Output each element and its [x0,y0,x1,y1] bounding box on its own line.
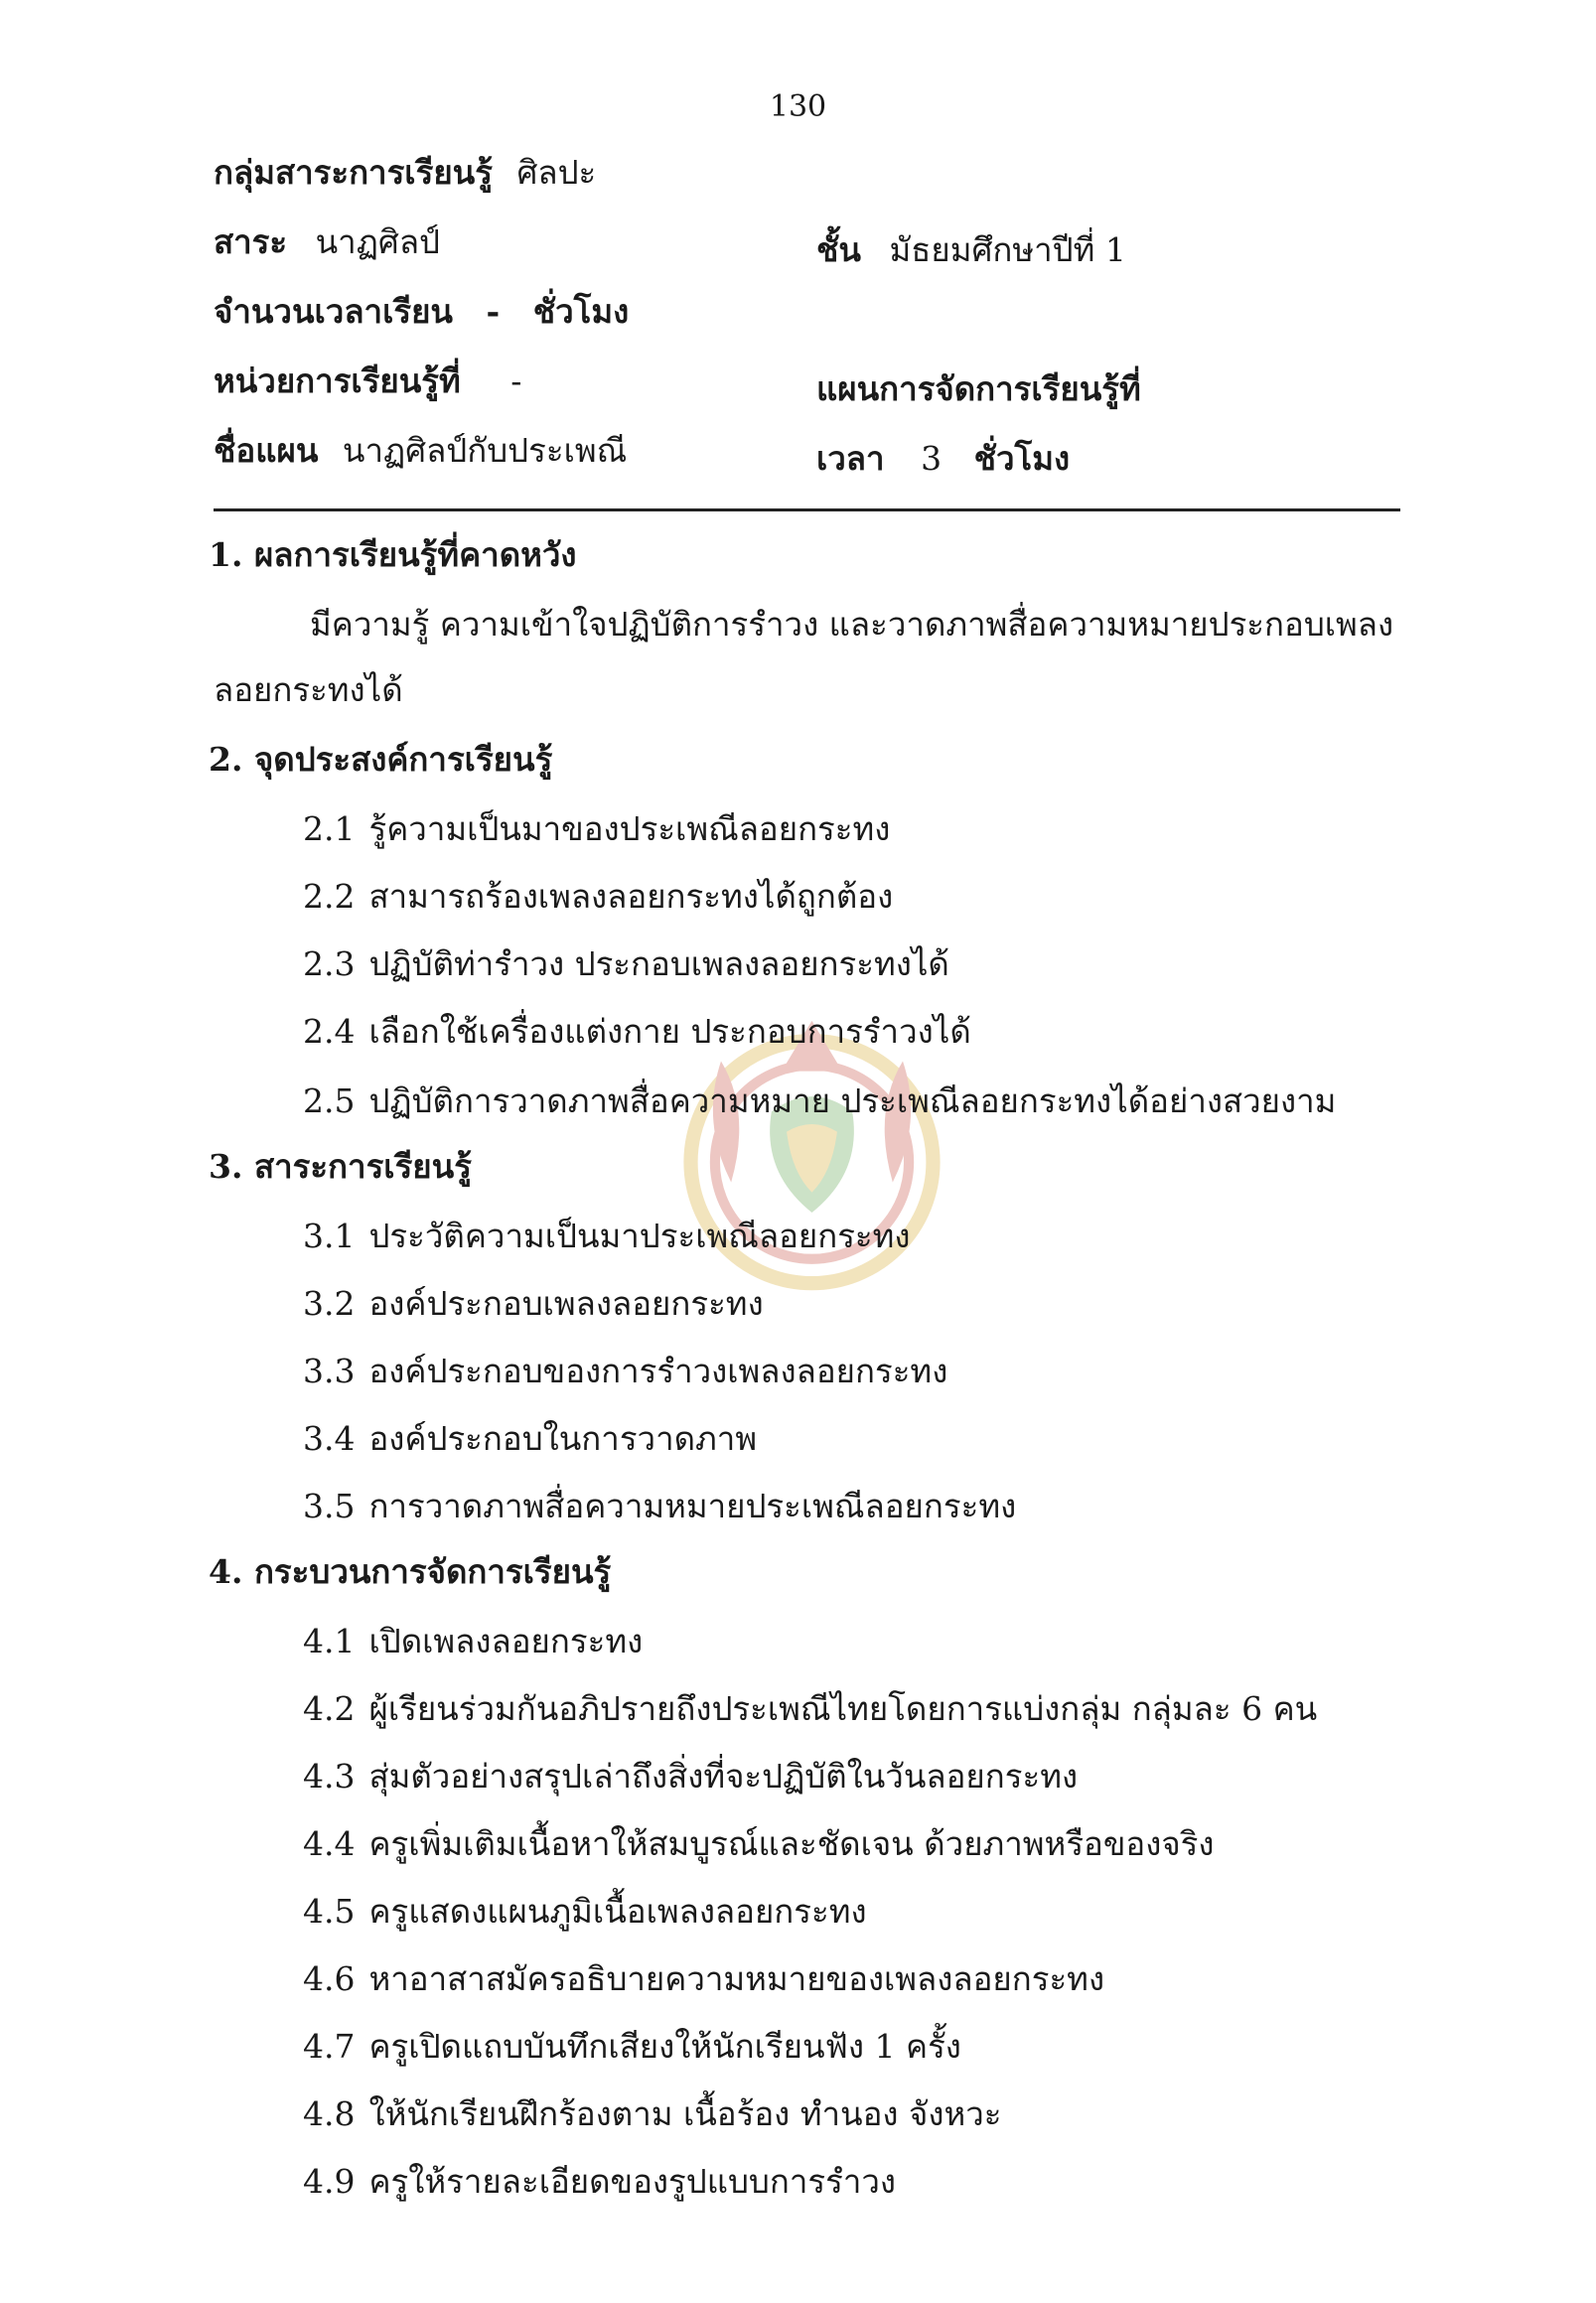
hours-unit: ชั่วโมง [532,292,630,331]
section-1-line1: มีความรู้ ความเข้าใจปฏิบัติการรำวง และวาดภาพสื่อความหมายประกอบเพลง [310,605,1394,644]
plan-name-value: นาฏศิลป์กับประเพณี [342,431,628,470]
item-number: 4.8 [303,2094,356,2133]
list-item [303,1277,764,1330]
subject-group-row [214,151,596,195]
item-text: ครูแสดงแผนภูมิเนื้อเพลงลอยกระทง [368,1892,867,1931]
item-number: 4.5 [303,1892,356,1931]
item-text: ปฏิบัติการวาดภาพสื่อความหมาย ประเพณีลอยกระทงได้อย่างสวยงาม [368,1081,1337,1120]
grade-row [816,228,1126,272]
page-number: 130 [769,89,827,124]
item-number: 2.2 [303,877,356,916]
item-number: 2.1 [303,809,356,848]
list-item [303,1005,971,1058]
item-text: องค์ประกอบเพลงลอยกระทง [368,1284,764,1323]
list-item [303,1682,1317,1735]
section-2-title: 2. จุดประสงค์การเรียนรู้ [209,740,553,779]
unit-row [214,360,521,403]
item-text: ครูให้รายละเอียดของรูปแบบการรำวง [368,2162,897,2201]
item-text: ผู้เรียนร่วมกันอภิปรายถึงประเพณีไทยโดยการแบ่งกลุ่ม กลุ่มละ 6 คน [368,1689,1318,1728]
item-text: องค์ประกอบของการรำวงเพลงลอยกระทง [368,1352,948,1390]
item-number: 3.5 [303,1487,356,1525]
list-item [303,1817,1215,1870]
time-row [816,437,1070,481]
list-item [303,802,890,855]
item-number: 3.3 [303,1352,356,1390]
strand-value: นาฏศิลป์ [315,222,440,261]
hours-row [214,290,629,334]
list-item [303,1412,757,1465]
item-text: เลือกใช้เครื่องแต่งกาย ประกอบการรำวงได้ [368,1012,971,1051]
item-text: สามารถร้องเพลงลอยกระทงได้ถูกต้อง [368,877,894,916]
subject-group-value: ศิลปะ [516,153,597,192]
plan-name-label: ชื่อแผน [214,431,319,470]
item-number: 4.4 [303,1824,356,1863]
plan-label: แผนการจัดการเรียนรู้ที่ [816,369,1141,408]
unit-value: - [510,361,522,400]
item-number: 4.7 [303,2027,356,2066]
time-unit: ชั่วโมง [973,439,1071,478]
section-4-title: 4. กระบวนการจัดการเรียนรู้ [209,1552,612,1591]
item-text: สุ่มตัวอย่างสรุปเล่าถึงสิ่งที่จะปฏิบัติในวันลอยกระทง [368,1757,1079,1796]
list-item [303,1480,1016,1532]
list-item [303,870,893,923]
list-item [303,2087,1002,2140]
unit-label: หน่วยการเรียนรู้ที่ [214,361,461,400]
item-text: องค์ประกอบในการวาดภาพ [368,1419,758,1458]
header-divider [214,508,1400,511]
time-value: 3 [921,439,943,478]
grade-value: มัธยมศึกษาปีที่ 1 [889,230,1126,269]
list-item [303,937,949,990]
list-item [303,1750,1078,1802]
item-text: ครูเปิดแถบบันทึกเสียงให้นักเรียนฟัง 1 ครั้ง [368,2027,961,2066]
item-number: 4.6 [303,1959,356,1998]
list-item [303,1345,947,1397]
list-item [303,1210,911,1262]
item-number: 4.2 [303,1689,356,1728]
item-text: หาอาสาสมัครอธิบายความหมายของเพลงลอยกระทง [368,1959,1105,1998]
item-number: 3.4 [303,1419,356,1458]
time-label: เวลา [816,439,885,478]
strand-row [214,220,440,264]
strand-label: สาระ [214,222,288,261]
item-number: 3.1 [303,1217,356,1255]
item-text: รู้ความเป็นมาของประเพณีลอยกระทง [368,809,891,848]
subject-group-label: กลุ่มสาระการเรียนรู้ [214,153,493,192]
item-number: 3.2 [303,1284,356,1323]
plan-name-row [214,429,627,473]
section-1-line2: ลอยกระทงได้ [214,670,403,709]
item-number: 2.4 [303,1012,356,1051]
section-3-title: 3. สาระการเรียนรู้ [209,1147,472,1186]
hours-label: จำนวนเวลาเรียน [214,292,453,331]
item-number: 4.1 [303,1622,356,1660]
list-item [303,1075,1336,1127]
item-number: 2.5 [303,1081,356,1120]
item-text: ปฏิบัติท่ารำวง ประกอบเพลงลอยกระทงได้ [368,944,949,983]
list-item [303,1885,867,1938]
grade-label: ชั้น [816,230,861,269]
item-number: 4.9 [303,2162,356,2201]
item-text: ให้นักเรียนฝึกร้องตาม เนื้อร้อง ทำนอง จังหวะ [368,2094,1002,2133]
list-item [303,1615,643,1667]
list-item [303,2155,896,2208]
item-number: 2.3 [303,944,356,983]
hours-dash: - [486,292,501,331]
item-number: 4.3 [303,1757,356,1796]
item-text: ประวัติความเป็นมาประเพณีลอยกระทง [368,1217,911,1255]
item-text: ครูเพิ่มเติมเนื้อหาให้สมบูรณ์และชัดเจน ด้วยภาพหรือของจริง [368,1824,1215,1863]
list-item [303,1952,1104,2005]
item-text: เปิดเพลงลอยกระทง [368,1622,644,1660]
list-item [303,2020,961,2073]
section-1-title: 1. ผลการเรียนรู้ที่คาดหวัง [209,535,577,574]
item-text: การวาดภาพสื่อความหมายประเพณีลอยกระทง [368,1487,1017,1525]
